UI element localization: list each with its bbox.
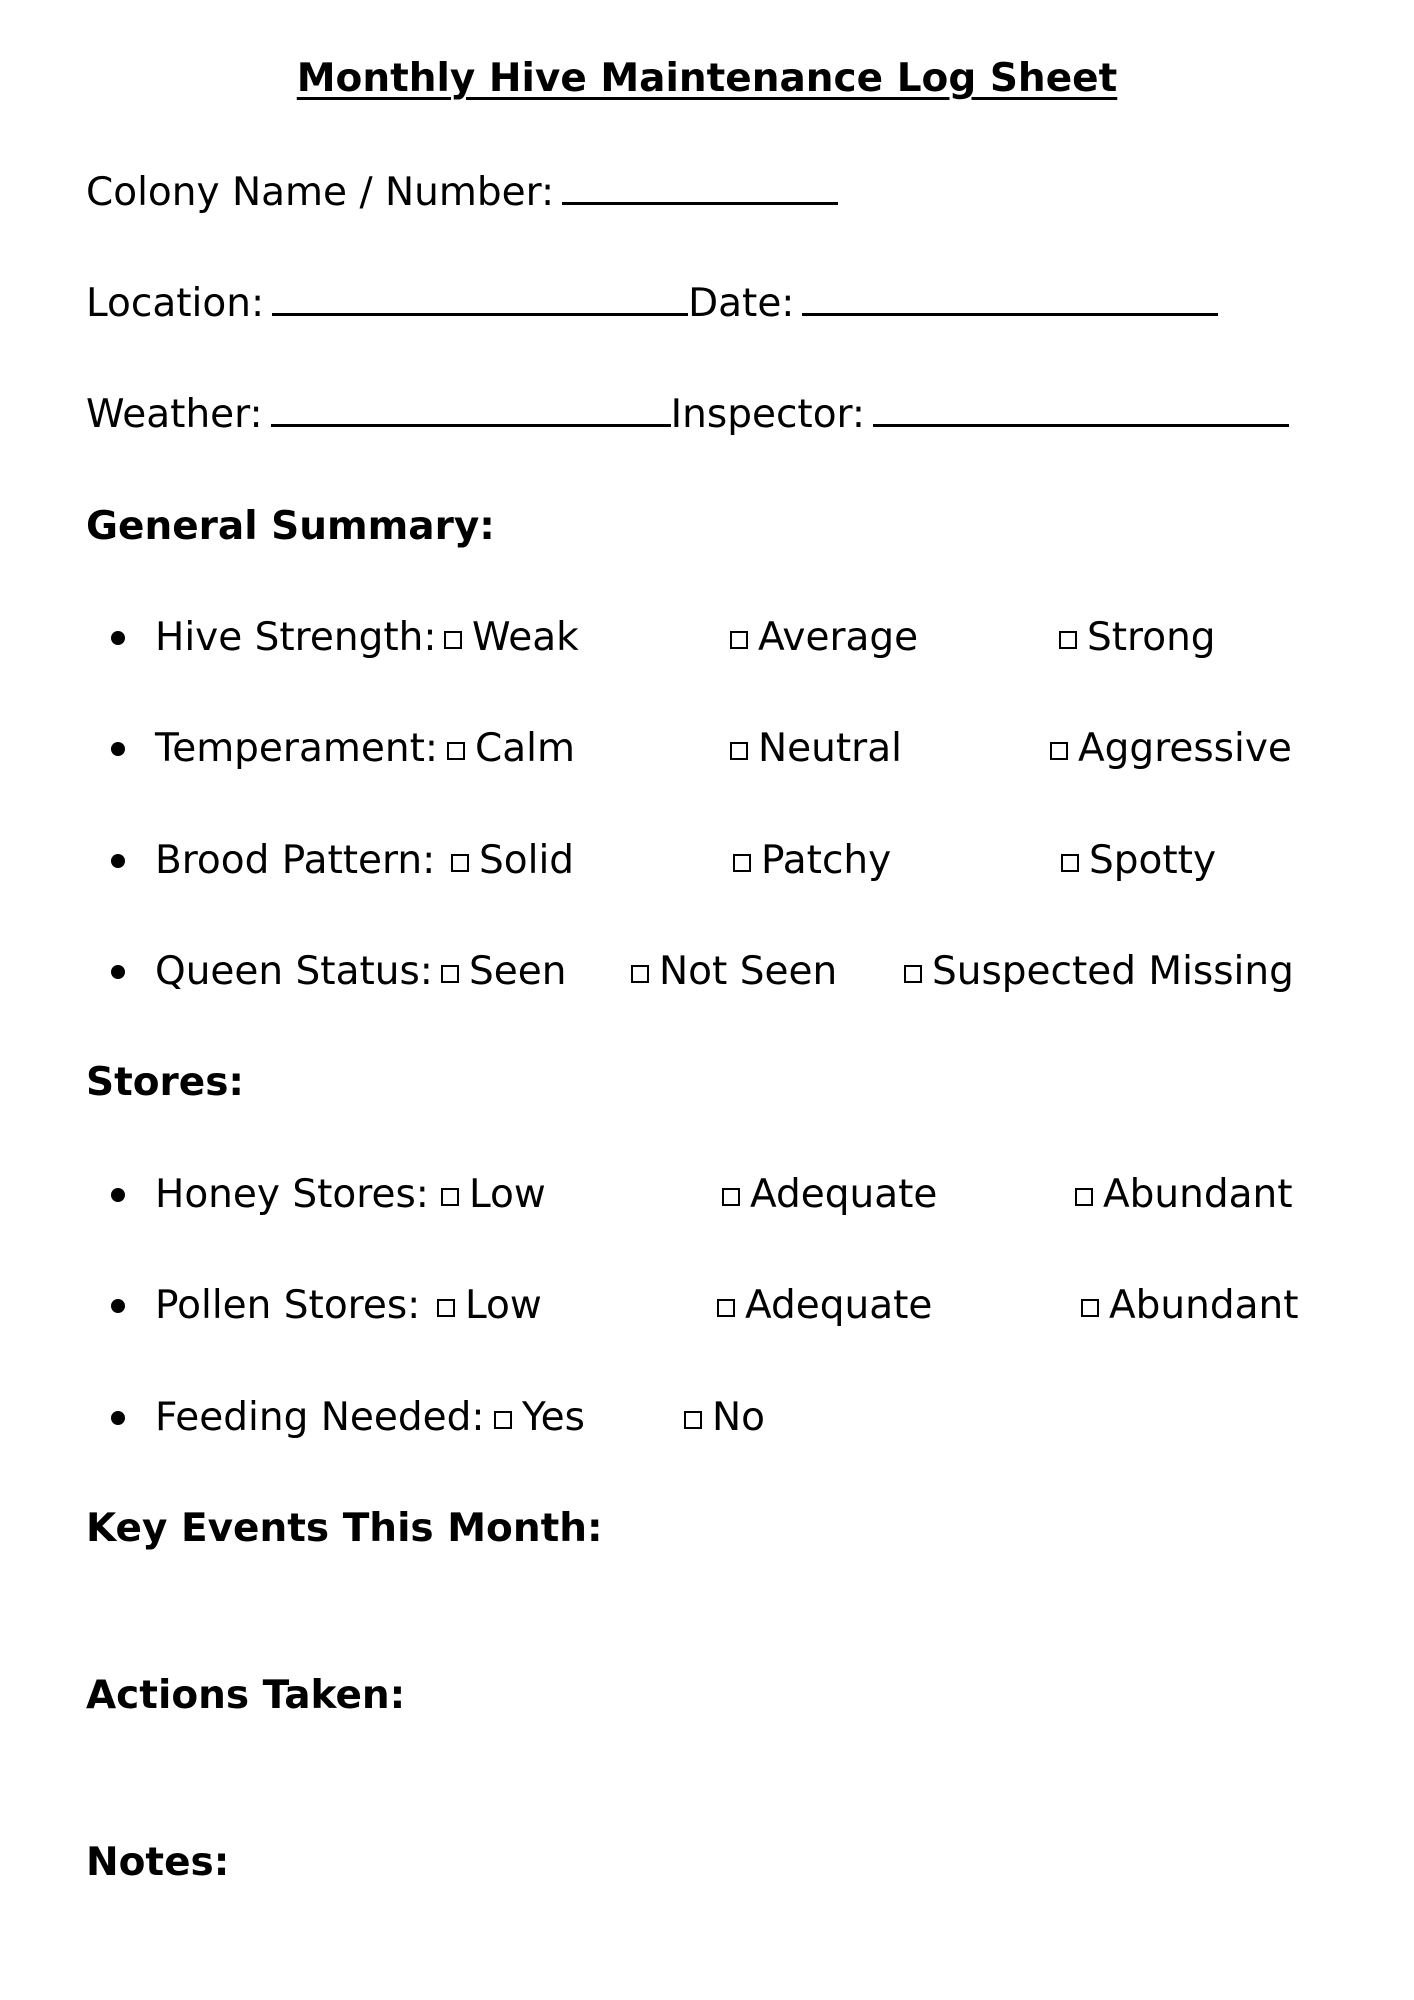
inspector-input[interactable] <box>873 388 1289 427</box>
checkbox-icon[interactable] <box>722 1188 740 1206</box>
checkbox-icon[interactable] <box>441 1188 459 1206</box>
queen-status-not-seen-option[interactable]: Not Seen <box>631 945 837 999</box>
checkbox-icon[interactable] <box>1081 1299 1099 1317</box>
bullet-icon <box>111 631 125 645</box>
checkbox-icon[interactable] <box>494 1411 512 1429</box>
pollen-stores-adequate-option[interactable]: Adequate <box>717 1279 932 1333</box>
temperament-label: Temperament: <box>155 726 438 771</box>
feeding-needed-no-option[interactable]: No <box>684 1391 765 1445</box>
bullet-icon <box>111 965 125 979</box>
key-events-heading: Key Events This Month: <box>86 1506 603 1551</box>
honey-stores-abundant-option[interactable]: Abundant <box>1075 1168 1293 1222</box>
bullet-icon <box>111 1411 125 1425</box>
honey-stores-low-option[interactable]: Low <box>441 1168 546 1222</box>
page-title: Monthly Hive Maintenance Log Sheet <box>296 56 1118 101</box>
colony-field <box>86 166 838 220</box>
temperament-calm-option[interactable]: Calm <box>447 722 575 776</box>
colony-label: Colony Name / Number: <box>86 170 555 215</box>
bullet-icon <box>111 1188 125 1202</box>
date-label: Date: <box>688 281 795 326</box>
brood-pattern-solid-option[interactable]: Solid <box>451 834 574 888</box>
queen-status-suspected-missing-option[interactable]: Suspected Missing <box>904 945 1294 999</box>
brood-pattern-label: Brood Pattern: <box>155 838 436 883</box>
checkbox-icon[interactable] <box>447 742 465 760</box>
date-input[interactable] <box>802 277 1218 316</box>
hive-strength-strong-option[interactable]: Strong <box>1059 611 1216 665</box>
hive-strength-weak-option[interactable]: Weak <box>444 611 579 665</box>
checkbox-icon[interactable] <box>437 1299 455 1317</box>
bullet-icon <box>111 1299 125 1313</box>
pollen-stores-label: Pollen Stores: <box>155 1283 421 1328</box>
pollen-stores-low-option[interactable]: Low <box>437 1279 542 1333</box>
general-summary-heading: General Summary: <box>86 504 495 549</box>
hive-strength-average-option[interactable]: Average <box>730 611 918 665</box>
honey-stores-label: Honey Stores: <box>155 1172 429 1217</box>
bullet-icon <box>111 854 125 868</box>
checkbox-icon[interactable] <box>733 854 751 872</box>
temperament-neutral-option[interactable]: Neutral <box>730 722 902 776</box>
weather-input[interactable] <box>271 388 671 427</box>
brood-pattern-patchy-option[interactable]: Patchy <box>733 834 891 888</box>
checkbox-icon[interactable] <box>1075 1188 1093 1206</box>
checkbox-icon[interactable] <box>1061 854 1079 872</box>
honey-stores-adequate-option[interactable]: Adequate <box>722 1168 937 1222</box>
inspector-label: Inspector: <box>670 392 866 437</box>
weather-label: Weather: <box>86 392 263 437</box>
checkbox-icon[interactable] <box>1050 742 1068 760</box>
checkbox-icon[interactable] <box>730 631 748 649</box>
location-label: Location: <box>86 281 265 326</box>
checkbox-icon[interactable] <box>730 742 748 760</box>
checkbox-icon[interactable] <box>717 1299 735 1317</box>
colony-input[interactable] <box>562 166 838 205</box>
checkbox-icon[interactable] <box>1059 631 1077 649</box>
checkbox-icon[interactable] <box>904 965 922 983</box>
stores-heading: Stores: <box>86 1060 245 1105</box>
checkbox-icon[interactable] <box>631 965 649 983</box>
location-date-row <box>86 277 1218 331</box>
bullet-icon <box>111 742 125 756</box>
notes-heading: Notes: <box>86 1840 230 1885</box>
feeding-needed-label: Feeding Needed: <box>155 1395 485 1440</box>
location-input[interactable] <box>272 277 688 316</box>
brood-pattern-spotty-option[interactable]: Spotty <box>1061 834 1216 888</box>
queen-status-label: Queen Status: <box>155 949 433 994</box>
checkbox-icon[interactable] <box>441 965 459 983</box>
weather-inspector-row <box>86 388 1289 442</box>
checkbox-icon[interactable] <box>684 1411 702 1429</box>
feeding-needed-yes-option[interactable]: Yes <box>494 1391 585 1445</box>
pollen-stores-abundant-option[interactable]: Abundant <box>1081 1279 1299 1333</box>
hive-strength-label: Hive Strength: <box>155 615 437 660</box>
checkbox-icon[interactable] <box>451 854 469 872</box>
queen-status-seen-option[interactable]: Seen <box>441 945 566 999</box>
actions-taken-heading: Actions Taken: <box>86 1673 406 1718</box>
temperament-aggressive-option[interactable]: Aggressive <box>1050 722 1292 776</box>
checkbox-icon[interactable] <box>444 631 462 649</box>
